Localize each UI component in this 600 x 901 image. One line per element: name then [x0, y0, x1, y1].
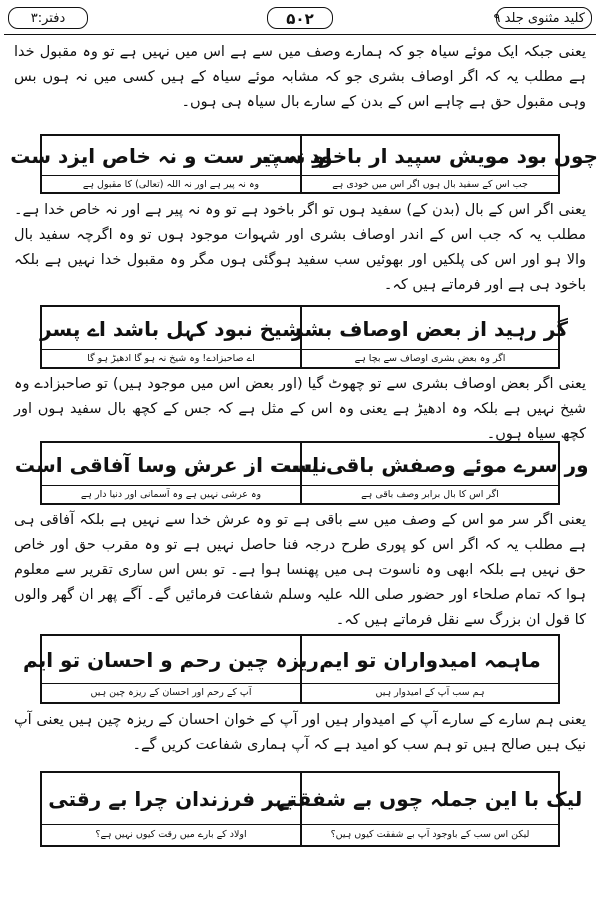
verse-left-half [42, 773, 300, 845]
verse-gloss: اگر اس کا بال برابر وصف باقی ہے [302, 485, 558, 503]
verse-box [40, 771, 583, 847]
commentary-paragraph: یعنی ہم سارے کے سارے آپ کے امیدوار ہیں اور آپ کے خوان احسان کے ریزہ چین ہیں یعنی آپ نیک ہیں صالح ہیں تو ہم سب کو امید ہے کہ آپ ہماری شفاعت کریں گے۔ [14, 712, 586, 753]
verse-gloss: آپ کے رحم اور احسان کے ریزہ چین ہیں [42, 683, 300, 702]
page-header [4, 4, 596, 34]
verse-gloss: وہ نہ پیر ہے اور نہ اللہ (تعالی) کا مقبول ہے [42, 175, 300, 192]
verse-right-half [277, 773, 583, 845]
verse-gloss: اگر وہ بعض بشری اوصاف سے بچا ہے [302, 349, 558, 367]
verse-line: ور سرے موئے وصفش باقی است [271, 452, 589, 477]
verse-left-half [42, 307, 300, 367]
verse-left-half [10, 136, 332, 192]
header-rule [4, 34, 596, 35]
verse-line: چوں بود مویش سپید ار باخود ست [262, 144, 598, 169]
verse-gloss: جب اس کے سفید بال ہوں اگر اس میں خودی ہے [302, 175, 558, 192]
book-title-label: کلید مثنوی جلد ۹ [496, 7, 592, 29]
verse-gloss: لیکن اس سب کے باوجود آپ بے شفقت کیوں ہیں؟ [302, 824, 558, 845]
verse-box [14, 441, 589, 505]
verse-line: لیک با این جملہ چوں بے شفقتے [277, 786, 583, 811]
verse-line: ماہمہ امیدواران تو ایم [319, 647, 541, 672]
verse-box [10, 134, 598, 194]
verse-box [40, 305, 568, 369]
verse-left-half [23, 636, 319, 702]
commentary-paragraph: یعنی اگر سر مو اس کے وصف میں سے باقی ہے تو وہ عرش خدا سے نہیں ہے بلکہ آفاقی ہی ہے مطلب یہ کہ اگر اس کو پوری طرح درجہ فنا حاصل نہیں ہے تو وہ مقرب حق اور خاص حق نہیں ہے بلکہ ابھی وہ ناسوت ہی میں پھنسا ہوا ہے۔ تو بس اس ساری تقریر سے معلوم ہوا کہ تمام صلحاء اور حضور صلی اللہ علیہ وسلم شفاعت فرمائیں گے۔ آگے پھر ان گھر والوں کا قول ان بزرگ سے نقل فرماتے ہیں کہ۔ [14, 512, 586, 628]
verse-line: ریزہ چین رحم و احسان تو ایم [23, 647, 319, 672]
verse-right-half [292, 307, 568, 367]
verse-right-half [271, 443, 589, 503]
section-label: دفتر:۳ [8, 7, 88, 29]
verse-line: او نہ پیر ست و نہ خاص ایزد ست [10, 144, 332, 169]
verse-line: گر رہید از بعض اوصاف بشر [292, 316, 568, 341]
verse-box [23, 634, 560, 704]
verse-gloss: ہم سب آپ کے امیدوار ہیں [302, 683, 558, 702]
verse-right-half [300, 636, 558, 702]
verse-gloss: اے صاحبزادے! وہ شیخ نہ ہو گا ادھیڑ ہو گا [42, 349, 300, 367]
commentary-paragraph: یعنی اگر بعض اوصاف بشری سے تو چھوٹ گیا (اور بعض اس میں موجود ہیں) تو صاحبزادے وہ شیخ نہیں ہے بلکہ وہ ادھیڑ ہے یعنی وہ اس کے مثل ہے کہ جس کے کچھ بال سفید ہوں اور کچھ سیاہ ہوں۔ [14, 376, 586, 442]
verse-left-half [14, 443, 328, 503]
verse-line: شیخ نبود کہل باشد اے پسر [40, 316, 302, 341]
verse-right-half [262, 136, 598, 192]
page-number: ۵۰۲ [267, 7, 333, 29]
verse-line: نیست از عرش وسا آفاقی است [14, 452, 328, 477]
verse-gloss: وہ عرشی نہیں ہے وہ آسمانی اور دنیا دار ہے [42, 485, 300, 503]
verse-line: بہر فرزندان چرا بے رقتی [48, 786, 294, 811]
commentary-paragraph: یعنی اگر اس کے بال (بدن کے) سفید ہوں تو اگر باخود ہے تو وہ نہ پیر ہے اور نہ خاص خدا ہے۔ مطلب یہ کہ جب اس کے اندر اوصاف بشری اور شہوات موجود ہوں تو وہ اگرچہ سفید بال والا ہو اور اس کی پلکیں اور بھوئیں سب سفید ہوگئی ہوں مگر وہ مقبول خدا نہیں ہے بلکہ باخود ہی ہے اور فرماتے ہیں کہ۔ [14, 202, 586, 293]
verse-gloss: اولاد کے بارے میں رقت کیوں نہیں ہے؟ [42, 824, 300, 845]
commentary-paragraph: یعنی جبکہ ایک موئے سیاہ جو کہ ہمارے وصف میں سے ہے اس میں نہیں ہے تو وہ مقبول خدا ہے مطلب یہ کہ اگر اوصاف بشری جو کہ مشابہ موئے سیاہ کے ہیں کسی میں نہ ہوں بس وہی مقبول حق ہے چاہے اس کے بدن کے سارے بال سیاہ ہی ہوں۔ [14, 44, 586, 110]
